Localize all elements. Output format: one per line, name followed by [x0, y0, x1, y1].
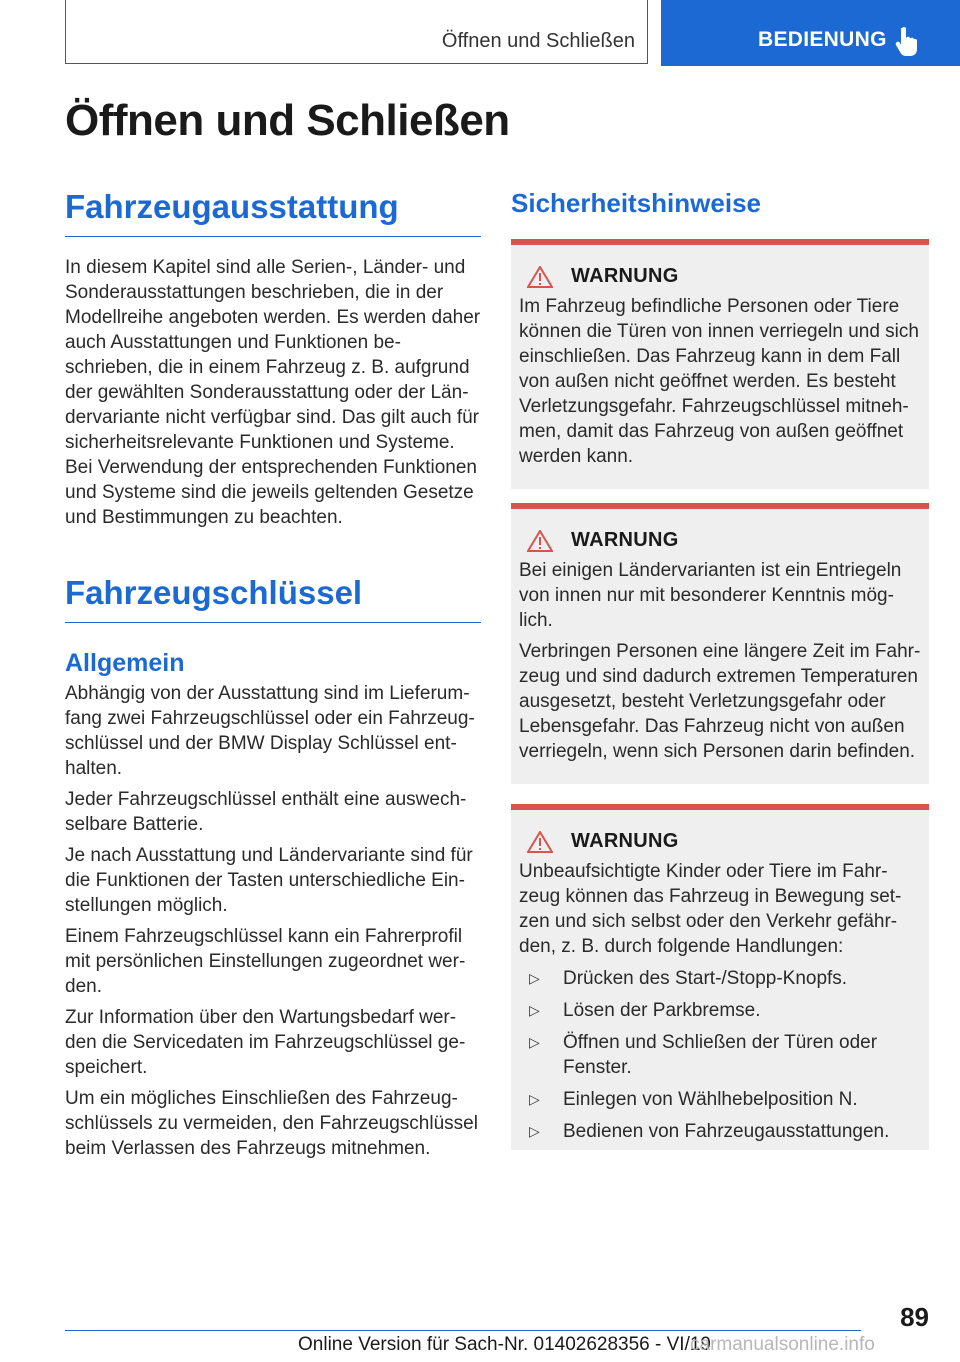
list-item-text: Lösen der Parkbremse.: [563, 1000, 761, 1021]
paragraph: Zur Information über den Wartungsbedarf werden die Servicedaten im Fahrzeugschlüssel gespeichert.: [65, 1007, 466, 1078]
heading-allgemein: Allgemein: [65, 649, 185, 677]
list-item: [519, 966, 921, 991]
list-item: [519, 1030, 921, 1080]
bullet-marker-icon: ▷: [529, 970, 540, 986]
warning-box: [511, 239, 929, 489]
warning-text: Verbringen Personen eine längere Zeit im Fahrzeug und sind dadurch extremen Temperaturen ausgesetzt, besteht Verletzungsgefahr oder Lebensgefahr. Das Fahrzeug nicht von außen verriegeln, wenn sich Personen darin befinden.: [519, 641, 921, 762]
warning-box: [511, 804, 929, 1150]
heading-fahrzeugschluessel: Fahrzeugschlüssel: [65, 574, 481, 623]
warning-label: WARNUNG: [571, 529, 679, 551]
warning-label: WARNUNG: [571, 265, 679, 287]
warning-triangle-icon: [527, 266, 553, 288]
paragraph: Je nach Ausstattung und Ländervariante sind für die Funktionen der Tasten unterschiedliche Einstellungen möglich.: [65, 845, 473, 916]
paragraph-ausstattung: In diesem Kapitel sind alle Serien-, Länder- und Sonderausstattungen beschrieben, die in der Modellreihe angeboten werden. Es werden daher auch Ausstattungen und Funktionen beschrieben, die in einem Fahrzeug z. B. aufgrund der gewählten Sonderausstattung oder der Ländervariante nicht verfügbar sind. Das gilt auch für sicherheitsrelevante Funktionen und Systeme. Bei Verwendung der entsprechenden Funktionen und Systeme sind die jeweils geltenden Gesetze und Bestimmungen zu beachten.: [65, 257, 481, 528]
list-item-text: Öffnen und Schließen der Türen oder Fenster.: [563, 1032, 878, 1078]
header-section-box: [65, 0, 648, 64]
page-number: 89: [900, 1302, 929, 1332]
warning-box: [511, 503, 929, 784]
right-column: [511, 188, 929, 1150]
watermark: carmanualsonline.info: [690, 1334, 875, 1355]
list-item: [519, 1087, 921, 1112]
bullet-marker-icon: ▷: [529, 1123, 540, 1139]
chapter-label: BEDIENUNG: [758, 28, 887, 51]
list-item-text: Bedienen von Fahrzeugausstattungen.: [563, 1121, 890, 1142]
warning-text: Bei einigen Ländervarianten ist ein Entriegeln von innen nur mit besonderer Kenntnis möglich.: [519, 560, 902, 631]
heading-sicherheitshinweise: Sicherheitshinweise: [511, 188, 761, 218]
footer-divider: [65, 1330, 861, 1331]
list-item: [519, 1119, 921, 1144]
left-column: [65, 188, 481, 1161]
footer-online-version: Online Version für Sach-Nr. 01402628356 - VI/19: [298, 1334, 711, 1355]
paragraph: Einem Fahrzeugschlüssel kann ein Fahrerprofil mit persönlichen Einstellungen zugeordnet werden.: [65, 926, 466, 997]
page-title: Öffnen und Schließen: [65, 96, 510, 145]
bullet-marker-icon: ▷: [529, 1091, 540, 1107]
paragraph: Abhängig von der Ausstattung sind im Lieferumfang zwei Fahrzeugschlüssel oder ein Fahrzeugschlüssel und der BMW Display Schlüssel enthalten.: [65, 683, 475, 779]
list-item-text: Drücken des Start-/Stopp-Knopfs.: [563, 968, 848, 989]
bullet-marker-icon: ▷: [529, 1002, 540, 1018]
warning-triangle-icon: [527, 530, 553, 552]
hand-pointer-icon: [895, 26, 917, 56]
list-item: [519, 998, 921, 1023]
warning-triangle-icon: [527, 831, 553, 853]
warning-text: Unbeaufsichtigte Kinder oder Tiere im Fahrzeug können das Fahrzeug in Bewegung setzen und sich selbst oder den Verkehr gefährden, z. B. durch folgende Handlungen:: [519, 861, 902, 957]
warning-label: WARNUNG: [571, 830, 679, 852]
list-item-text: Einlegen von Wählhebelposition N.: [563, 1089, 858, 1110]
header-chapter-tab[interactable]: [661, 0, 960, 66]
paragraph: Um ein mögliches Einschließen des Fahrzeugschlüssels zu vermeiden, den Fahrzeugschlüssel beim Verlassen des Fahrzeugs mitnehmen.: [65, 1088, 478, 1159]
bullet-marker-icon: ▷: [529, 1034, 540, 1050]
heading-fahrzeugausstattung: Fahrzeugausstattung: [65, 188, 481, 237]
warning-text: Im Fahrzeug befindliche Personen oder Tiere können die Türen von innen verriegeln und sich einschließen. Das Fahrzeug kann in dem Fall von außen nicht geöffnet werden. Es besteht Verletzungsgefahr. Fahrzeugschlüssel mitnehmen, damit das Fahrzeug von außen geöffnet werden kann.: [519, 296, 919, 467]
header-section-title: Öffnen und Schließen: [441, 30, 635, 52]
bullet-list: [519, 966, 921, 1144]
paragraph: Jeder Fahrzeugschlüssel enthält eine auswechselbare Batterie.: [65, 789, 467, 835]
